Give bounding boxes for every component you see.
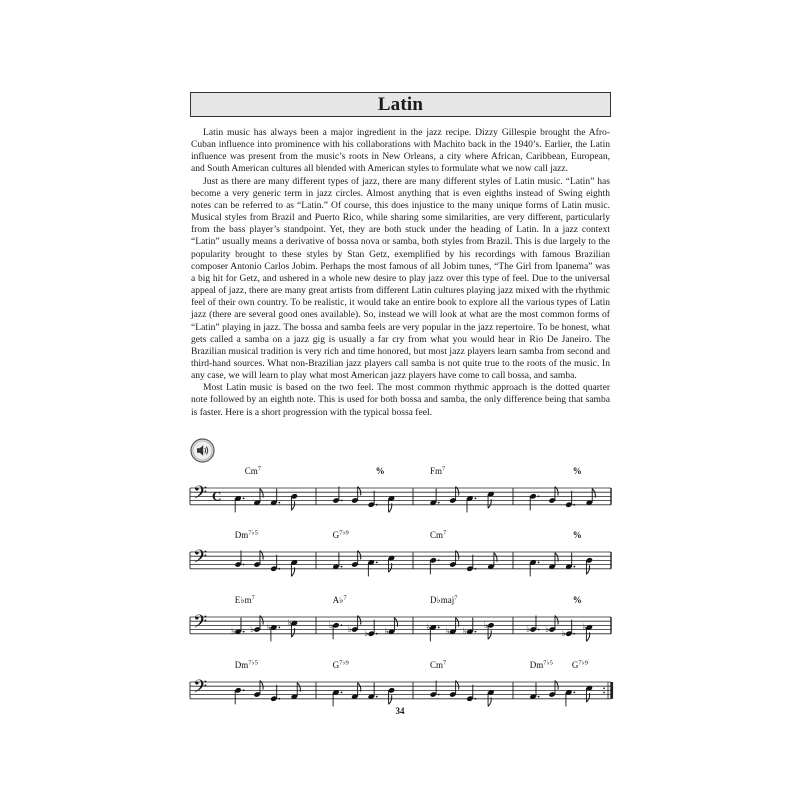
chord-extension: 7♭9 [339, 529, 349, 537]
dot [475, 698, 477, 700]
chord-extension: 7 [454, 594, 458, 602]
time-signature: C [212, 488, 222, 504]
dot [278, 698, 280, 700]
chord-root: G [571, 660, 579, 670]
dot [243, 564, 245, 566]
flat-sign: ♭ [250, 625, 255, 635]
chord-extension: 7 [443, 529, 447, 537]
flat-sign: ♭ [445, 627, 450, 638]
dot [538, 696, 540, 698]
dot [438, 502, 440, 504]
chord-symbol [430, 530, 447, 541]
repeat-dot [603, 692, 605, 694]
dot [243, 631, 245, 633]
repeat-sign: % [572, 466, 582, 476]
chord-root: Dm [234, 530, 249, 540]
repeat-sign: % [572, 530, 582, 540]
chord-root: Cm [244, 466, 258, 476]
chord-extension: 7♭9 [339, 659, 349, 667]
flat-sign: ♭ [287, 618, 292, 629]
flat-sign: ♭ [231, 627, 236, 638]
note-flag [586, 565, 589, 574]
flat-sign: ♭ [545, 625, 550, 635]
music-system-4 [188, 646, 613, 738]
chord-extension: 7♭5 [543, 659, 553, 667]
paragraph: Just as there are many different types of jazz, there are many different styles of Latin music. “Latin” has become a very generic term in jazz circles. Almost anything that is even eighths instead of Swing eighth notes can be referred to as “Latin.” Of course, this does injustice to the many unique forms of Latin music. Musical styles from Brazil and Puerto Rico, while sharing some similarities, are very different, particularly from the bass player’s standpoint. Yet, they are both stuck under the heading of Latin. In a jazz context “Latin” usually means a derivative of bossa nova or samba, both styles from Brazil. This is due largely to the popularity brought to these styles by Stan Getz, exemplified by his recordings with famous Brazilian composer Antonio Carlos Jobim. Perhaps the most famous of all Jobim tunes, “The Girl from Ipanema” was a big hit for Getz, and ushered in a whole new desire to play jazz over this type of feel. Due to the universal appeal of jazz, there are many great artists from different Latin cultures playing jazz mixed with the rhythmic feel of their own country. To be realistic, it would take an entire book to explore all the various types of Latin jazz (there are several good ones available). So, instead we will look at what are the most common forms of “Latin” playing in jazz. The bossa and samba feels are very popular in the jazz repertoire. To be honest, what gets called a samba on a jazz gig is usually a far cry from what you would hear in Rio De Janeiro. The Brazilian musical tradition is very rich and time honored, but most jazz players learn samba from second and third-hand sources. What non-Brazilian jazz players call samba is not quite true to the roots of the music. In any case, we will learn to play what most American jazz players have come to call bossa, and samba. [191, 175, 610, 382]
dot [243, 498, 245, 500]
dot [438, 694, 440, 696]
chord-root: A♭ [332, 595, 344, 605]
dot [438, 559, 440, 561]
chord-extension: 7♭9 [578, 659, 588, 667]
dot [475, 498, 477, 500]
chord-extension: 7 [442, 465, 446, 473]
chord-symbol [430, 595, 458, 606]
paragraph: Most Latin music is based on the two feel. The most common rhythmic approach is the dotted quarter note followed by an eighth note. This is used for both bossa and samba, the only difference being that samba is faster. Here is a short progression with the typical bossa feel. [191, 382, 610, 418]
flat-sign: ♭ [526, 625, 531, 635]
dot [243, 689, 245, 691]
dot [376, 696, 378, 698]
flat-sign: ♭ [266, 622, 272, 633]
chord-symbol [245, 466, 262, 477]
chord-symbol [430, 660, 447, 671]
flat-sign: ♭ [561, 629, 567, 640]
chord-root: G [332, 530, 340, 540]
page-number: 34 [395, 706, 405, 716]
dot [341, 500, 343, 502]
chord-symbol [333, 529, 349, 541]
dot [475, 631, 477, 633]
chord-extension: 7 [251, 594, 255, 602]
chord-root: D♭maj [430, 595, 455, 605]
flat-sign: ♭ [329, 620, 334, 631]
dot [341, 566, 343, 568]
chord-root: Fm [430, 466, 443, 476]
dot [475, 568, 477, 570]
bass-clef-icon: 𝄢 [193, 677, 208, 702]
chord-symbol [333, 595, 348, 606]
chord-symbol [235, 659, 258, 671]
flat-sign: ♭ [364, 629, 369, 640]
chord-root: Dm [234, 660, 249, 670]
flat-sign: ♭ [426, 622, 431, 633]
chord-symbol [235, 529, 258, 541]
chord-extension: 7 [343, 594, 347, 602]
chord-symbol [530, 659, 553, 671]
repeat-dot [603, 687, 605, 689]
body-text [191, 127, 610, 419]
chord-root: G [332, 660, 340, 670]
bass-clef-icon: 𝄢 [193, 483, 208, 508]
chord-root: Cm [430, 660, 444, 670]
note-flag [291, 501, 294, 510]
chord-extension: 7♭5 [248, 529, 258, 537]
dot [278, 502, 280, 504]
dot [438, 627, 440, 629]
chord-symbol [430, 466, 446, 477]
dot [376, 633, 378, 635]
flat-sign: ♭ [462, 627, 468, 638]
dot [573, 504, 575, 506]
dot [278, 627, 280, 629]
chord-extension: 7 [257, 465, 262, 473]
note-flag [488, 630, 491, 639]
chord-extension: 7 [443, 659, 447, 667]
dot [278, 568, 280, 570]
flat-sign: ♭ [582, 622, 587, 633]
chord-symbol [572, 659, 588, 671]
bass-clef-icon: 𝄢 [193, 612, 208, 637]
dot [573, 633, 575, 635]
dot [538, 495, 540, 497]
bass-clef-icon: 𝄢 [193, 547, 208, 572]
paragraph: Latin music has always been a major ingredient in the jazz recipe. Dizzy Gillespie brought the Afro-Cuban influence into prominence with his collaborations with Machito back in the 1940’s. Earlier, the Latin influence was present from the music’s roots in New Orleans, a city where African, Caribbean, European, and South American cultures all blended with American styles to formulate what we now call jazz. [191, 127, 610, 175]
chord-root: Dm [529, 660, 544, 670]
flat-sign: ♭ [347, 625, 352, 635]
dot [376, 562, 378, 564]
dot [341, 692, 343, 694]
dot [573, 692, 575, 694]
dot [573, 566, 575, 568]
note-flag [389, 695, 392, 704]
flat-sign: ♭ [483, 620, 489, 631]
section-title-bar [190, 92, 611, 117]
dot [341, 624, 343, 626]
chord-root: E♭m [234, 595, 252, 605]
chord-root: Cm [430, 530, 444, 540]
section-title: Latin [377, 93, 424, 115]
dot [538, 629, 540, 631]
repeat-sign: % [572, 595, 582, 605]
chord-symbol [235, 595, 256, 606]
flat-sign: ♭ [384, 627, 389, 638]
chord-symbol [333, 659, 349, 671]
music-staff [188, 646, 613, 738]
dot [376, 504, 378, 506]
repeat-sign: % [375, 466, 385, 476]
dot [538, 562, 540, 564]
chord-extension: 7♭5 [248, 659, 258, 667]
